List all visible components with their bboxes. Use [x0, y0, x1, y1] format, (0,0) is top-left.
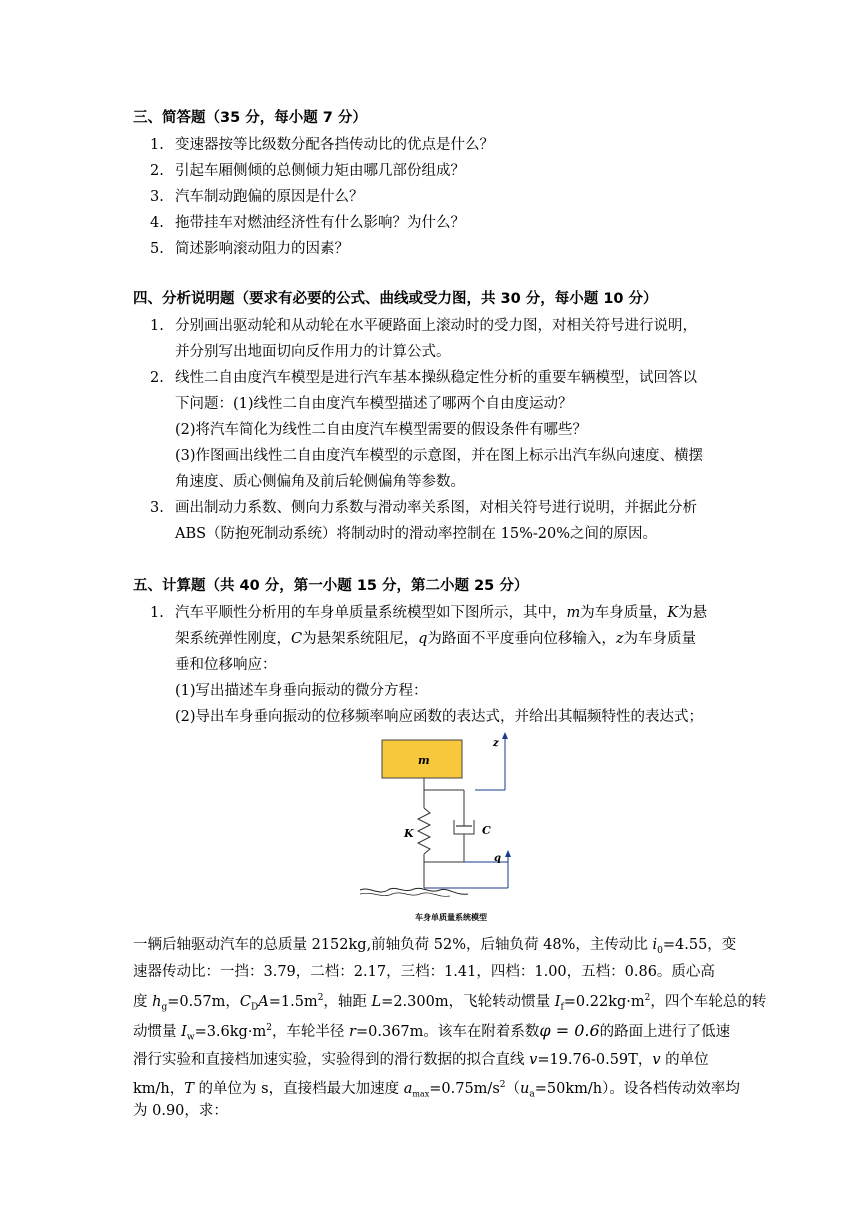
q-arrow-head	[505, 850, 511, 857]
road-profile	[360, 888, 468, 894]
s4-item3-line1: 画出制动力系数、侧向力系数与滑动率关系图，对相关符号进行说明，并据此分析	[175, 500, 697, 516]
s5-q2-line7: 为 0.90，求：	[133, 1103, 228, 1119]
z-arrow-head	[502, 732, 508, 739]
z-label: z	[493, 738, 499, 749]
s4-item2-line1: 线性二自由度汽车模型是进行汽车基本操纵稳定性分析的重要车辆模型，试回答以	[175, 370, 697, 386]
damper-label: C	[482, 824, 491, 837]
s5-q1-num: 1.	[150, 605, 164, 621]
s4-item2-line3: (2)将汽车简化为线性二自由度汽车模型需要的假设条件有哪些？	[175, 422, 588, 438]
s3-item3-num: 3.	[150, 189, 164, 205]
q-label: q	[494, 853, 501, 864]
s5-q2-line2: 速器传动比：一挡：3.79，二档：2.17，三档：1.41，四档：1.00，五档：0.86。质心高	[133, 964, 715, 980]
s4-item1-num: 1.	[150, 318, 164, 334]
s5-q2-line3: 度 $h_g=0.57m$，$C_DA=1.5m^2$，轴距 L=2.300m，飞轮转动惯量 $I_f=0.22kg\cdot m^2$，四个车轮总的转	[133, 993, 767, 1013]
s3-item2-text: 引起车厢侧倾的总侧倾力矩由哪几部份组成？	[175, 163, 465, 179]
figure-caption: 车身单质量系统模型	[415, 913, 487, 922]
s3-item1-num: 1.	[150, 137, 164, 153]
s3-item4-text: 拖带挂车对燃油经济性有什么影响？为什么？	[175, 215, 465, 231]
s3-item4-num: 4.	[150, 215, 164, 231]
s5-q1-line3: 垂和位移响应：	[175, 657, 277, 673]
s5-q2-line4: 动惯量 $I_w=3.6kg\cdot m^2$，车轮半径 r=0.367m。该车在附着系数φ = 0.6的路面上进行了低速	[133, 1020, 731, 1043]
s4-item2-line2: 下问题：(1)线性二自由度汽车模型描述了哪两个自由度运动？	[175, 396, 573, 412]
s4-item1-line2: 并分别写出地面切向反作用力的计算公式。	[175, 344, 451, 360]
s5-q2-line1: 一辆后轴驱动汽车的总质量 2152kg,前轴负荷 52%，后轴负荷 48%，主传动比 $i_0=4.55$，变	[133, 937, 737, 956]
s5-q2-line5: 滑行实验和直接档加速实验，实验得到的滑行数据的拟合直线 v=19.76-0.59T，v 的单位	[133, 1052, 709, 1068]
spring-label: K	[404, 827, 414, 840]
s3-item5-text: 简述影响滚动阻力的因素？	[175, 241, 349, 257]
s4-item1-line1: 分别画出驱动轮和从动轮在水平硬路面上滚动时的受力图，对相关符号进行说明，	[175, 318, 697, 334]
s3-item2-num: 2.	[150, 163, 164, 179]
section3-heading: 三、简答题（35 分，每小题 7 分）	[133, 110, 367, 126]
s3-item3-text: 汽车制动跑偏的原因是什么？	[175, 189, 364, 205]
s5-q2-line6: km/h，T 的单位为 s，直接档最大加速度 $a_{max}=0.75m/s^2(u_a=50km/h)$。设各档传动效率均	[133, 1080, 740, 1100]
mass-label: m	[418, 754, 430, 767]
s3-item1-text: 变速器按等比级数分配各挡传动比的优点是什么？	[175, 137, 494, 153]
s5-q1-line1: 汽车平顺性分析用的车身单质量系统模型如下图所示，其中，m为车身质量，K为悬	[175, 605, 708, 621]
s3-item5-num: 5.	[150, 241, 164, 257]
s4-item2-line5: 角速度、质心侧偏角及前后轮侧偏角等参数。	[175, 474, 465, 490]
section4-heading: 四、分析说明题（要求有必要的公式、曲线或受力图，共 30 分，每小题 10 分）	[133, 291, 658, 307]
s5-q1-line2: 架系统弹性刚度，C为悬架系统阻尼，q为路面不平度垂向位移输入，z为车身质量	[175, 631, 697, 647]
section5-heading: 五、计算题（共 40 分，第一小题 15 分，第二小题 25 分）	[133, 578, 529, 594]
s4-item3-num: 3.	[150, 500, 164, 516]
s4-item2-line4: (3)作图画出线性二自由度汽车模型的示意图，并在图上标示出汽车纵向速度、横摆	[175, 448, 704, 464]
road-profile-hatch	[360, 893, 450, 896]
s5-q1-line4: (1)写出描述车身垂向振动的微分方程：	[175, 683, 428, 699]
s4-item2-num: 2.	[150, 370, 164, 386]
s4-item3-line2: ABS（防抱死制动系统）将制动时的滑动率控制在 15%-20%之间的原因。	[175, 526, 658, 542]
suspension-model-figure	[330, 728, 550, 908]
s5-q1-line5: (2)导出车身垂向振动的位移频率响应函数的表达式，并给出其幅频特性的表达式；	[175, 709, 704, 725]
spring-coil	[418, 808, 430, 854]
